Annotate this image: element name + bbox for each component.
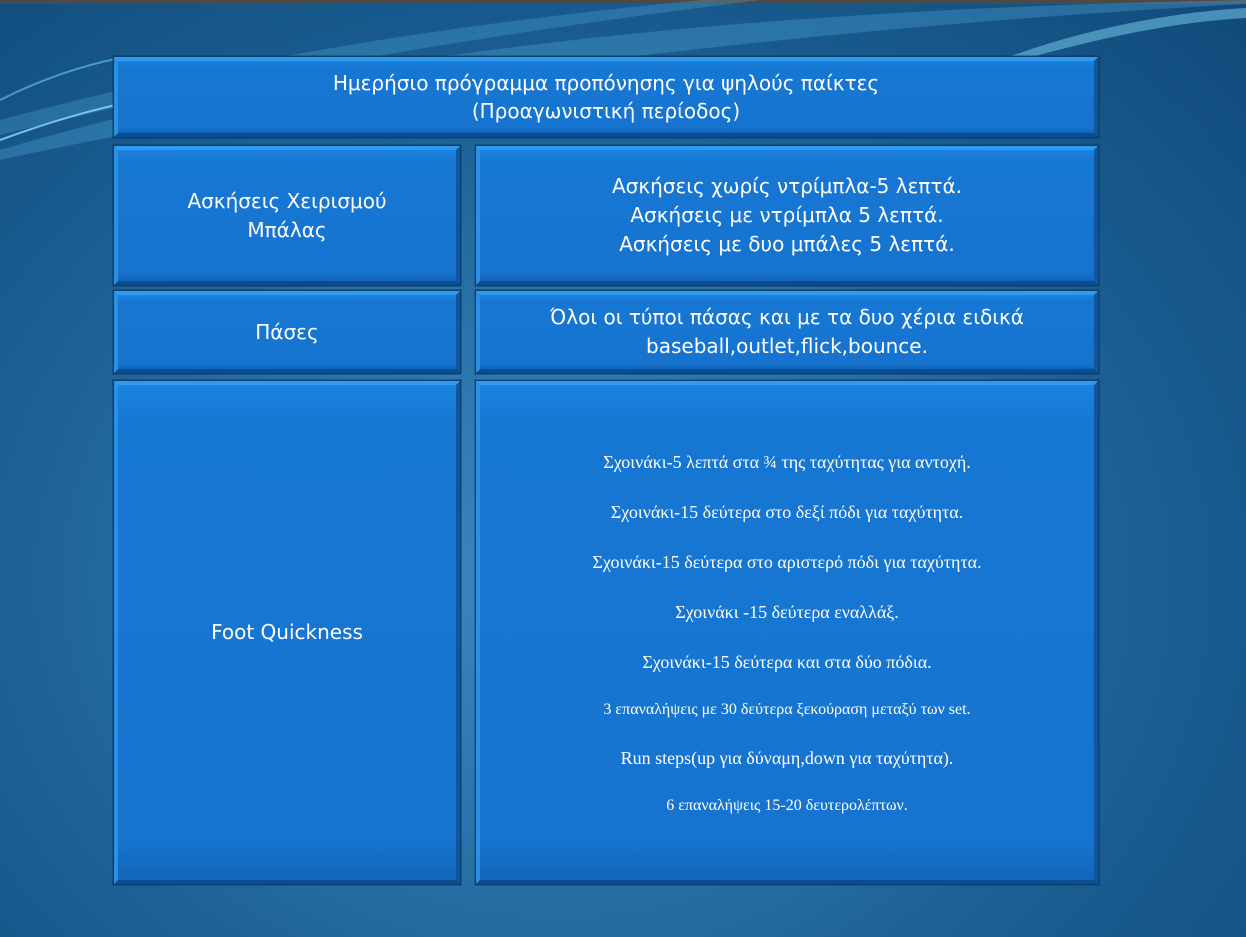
content-cell-foot-quickness <box>476 381 1098 884</box>
list-item: Σχοινάκι-15 δεύτερα στο αριστερό πόδι για ταχύτητα. <box>592 551 982 572</box>
list-item: 3 επαναλήψεις με 30 δεύτερα ξεκούραση μεταξύ των set. <box>603 700 971 718</box>
title-cell <box>114 57 1098 137</box>
title-line-1: Ημερήσιο πρόγραμμα προπόνησης για ψηλούς παίκτες <box>332 71 880 95</box>
list-item: 6 επαναλήψεις 15-20 δευτερολέπτων. <box>666 796 908 814</box>
label-cell-passes <box>114 291 460 373</box>
title-line-2: (Προαγωνιστική περίοδος) <box>471 99 741 123</box>
list-item: Σχοινάκι-15 δεύτερα στο δεξί πόδι για ταχύτητα. <box>610 501 964 522</box>
content-cell-passes <box>476 291 1098 373</box>
label-foot-quickness: Foot Quickness <box>211 620 363 644</box>
foot-quickness-list <box>592 437 981 829</box>
page-title <box>333 69 879 125</box>
label-ball-handling: Ασκήσεις Χειρισμού Μπάλας <box>187 188 387 242</box>
label-cell-foot-quickness <box>114 381 460 884</box>
list-item: Run steps(up για δύναμη,down για ταχύτητα). <box>620 747 954 768</box>
content-ball-handling: Ασκήσεις χωρίς ντρίμπλα-5 λεπτά. Ασκήσεις με ντρίμπλα 5 λεπτά. Ασκήσεις με δυο μπάλες 5 λεπτά. <box>611 174 963 256</box>
content-cell-ball-handling <box>476 146 1098 285</box>
list-item: Σχοινάκι -15 δεύτερα εναλλάξ. <box>675 601 899 622</box>
top-border <box>0 0 1246 4</box>
label-cell-ball-handling <box>114 146 460 285</box>
label-passes: Πάσες <box>255 319 319 344</box>
content-passes: Όλοι οι τύποι πάσας και με τα δυο χέρια ειδικά baseball,outlet,flick,bounce. <box>550 305 1024 358</box>
list-item: Σχοινάκι-5 λεπτά στα ¾ της ταχύτητας για αντοχή. <box>603 451 971 472</box>
list-item: Σχοινάκι-15 δεύτερα και στα δύο πόδια. <box>642 651 932 672</box>
